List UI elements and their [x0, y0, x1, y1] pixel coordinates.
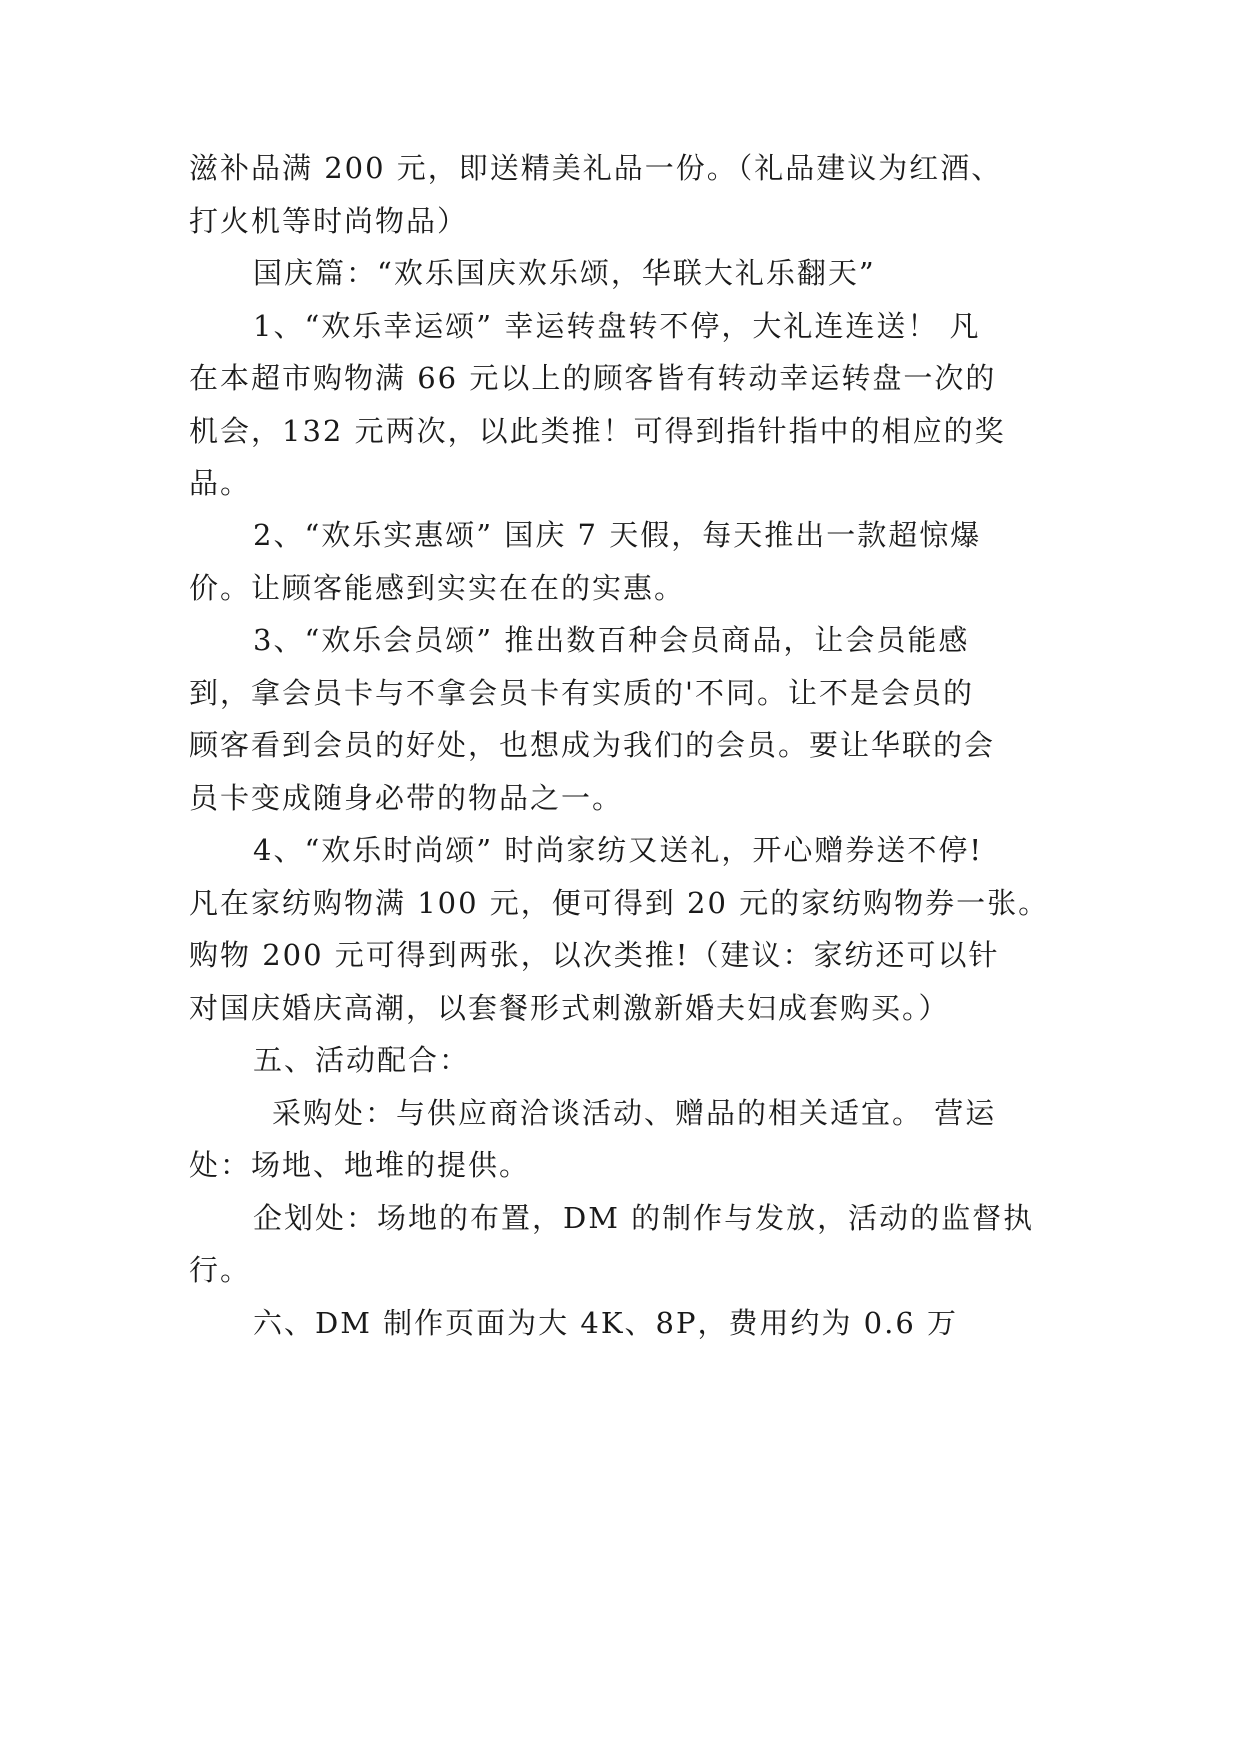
text-line: 对国庆婚庆高潮，以套餐形式刺激新婚夫妇成套购买。）	[189, 991, 950, 1025]
text-line: 2、“欢乐实惠颂” 国庆 7 天假，每天推出一款超惊爆	[253, 518, 982, 552]
text-line: 到，拿会员卡与不拿会员卡有实质的'不同。让不是会员的	[189, 676, 974, 710]
text-line: 价。让顾客能感到实实在在的实惠。	[189, 571, 686, 605]
section-heading: 五、活动配合：	[253, 1043, 471, 1077]
text-line: 购物 200 元可得到两张，以次类推!（建议：家纺还可以针	[189, 938, 1000, 972]
text-line: 采购处：与供应商洽谈活动、赠品的相关适宜。 营运	[272, 1096, 997, 1130]
text-line: 凡在家纺购物满 100 元，便可得到 20 元的家纺购物券一张。	[189, 886, 1050, 920]
section-heading: 六、DM 制作页面为大 4K、8P，费用约为 0.6 万	[253, 1306, 959, 1340]
section-heading: 国庆篇：“欢乐国庆欢乐颂，华联大礼乐翻天”	[253, 256, 876, 290]
text-line: 品。	[189, 466, 252, 500]
text-line: 顾客看到会员的好处，也想成为我们的会员。要让华联的会	[189, 728, 996, 762]
text-line: 1、“欢乐幸运颂” 幸运转盘转不停，大礼连连送！ 凡	[253, 309, 981, 343]
text-line: 处：场地、地堆的提供。	[189, 1148, 531, 1182]
text-line: 机会，132 元两次，以此类推！可得到指针指中的相应的奖	[189, 414, 1006, 448]
text-line: 3、“欢乐会员颂” 推出数百种会员商品，让会员能感	[253, 623, 970, 657]
text-line: 打火机等时尚物品）	[189, 204, 469, 238]
text-line: 在本超市购物满 66 元以上的顾客皆有转动幸运转盘一次的	[189, 361, 997, 395]
text-line: 4、“欢乐时尚颂” 时尚家纺又送礼，开心赠券送不停!	[253, 833, 983, 867]
text-line: 滋补品满 200 元，即送精美礼品一份。（礼品建议为红酒、	[189, 151, 1003, 185]
text-line: 员卡变成随身必带的物品之一。	[189, 781, 624, 815]
text-line: 行。	[189, 1253, 252, 1287]
text-line: 企划处：场地的布置，DM 的制作与发放，活动的监督执	[253, 1201, 1035, 1235]
